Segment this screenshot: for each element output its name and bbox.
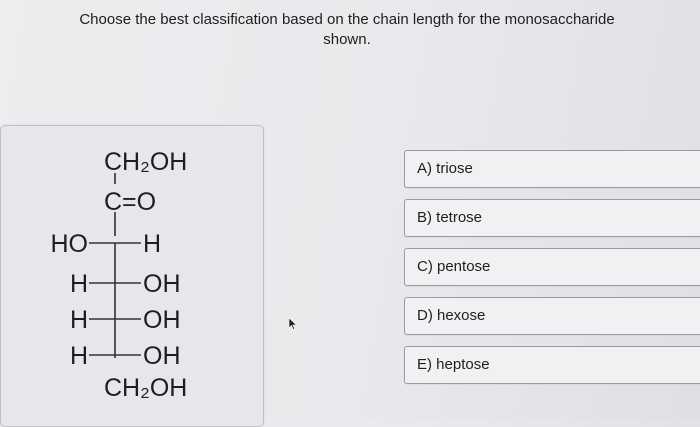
question-line-2: shown. <box>323 31 371 48</box>
option-d[interactable] <box>404 297 700 335</box>
mouse-cursor-icon <box>289 318 297 330</box>
option-d-label: D) hexose <box>417 307 486 324</box>
row3-left: H <box>69 306 88 334</box>
fischer-projection <box>1 126 263 426</box>
bottom-ch2oh: CH₂OH <box>104 374 188 402</box>
row2-left: H <box>69 270 88 298</box>
question-text <box>22 10 672 50</box>
fischer-projection-panel <box>0 125 264 427</box>
row1-left: HO <box>50 230 88 258</box>
row4-left: H <box>69 342 88 370</box>
row1-right: H <box>143 230 162 258</box>
option-a-label: A) triose <box>417 160 473 177</box>
row3-right: OH <box>143 306 181 334</box>
option-b[interactable] <box>404 199 700 237</box>
option-c-label: C) pentose <box>417 258 491 275</box>
row2-right: OH <box>143 270 181 298</box>
row4-right: OH <box>143 342 181 370</box>
option-e-label: E) heptose <box>417 356 490 373</box>
carbonyl-group: C=O <box>104 188 157 216</box>
option-e[interactable] <box>404 346 700 384</box>
answer-options <box>404 150 700 395</box>
option-a[interactable] <box>404 150 700 188</box>
top-ch2oh: CH₂OH <box>104 148 188 176</box>
option-b-label: B) tetrose <box>417 209 483 226</box>
question-line-1: Choose the best classification based on the chain length for the monosaccharide <box>79 11 615 28</box>
option-c[interactable] <box>404 248 700 286</box>
